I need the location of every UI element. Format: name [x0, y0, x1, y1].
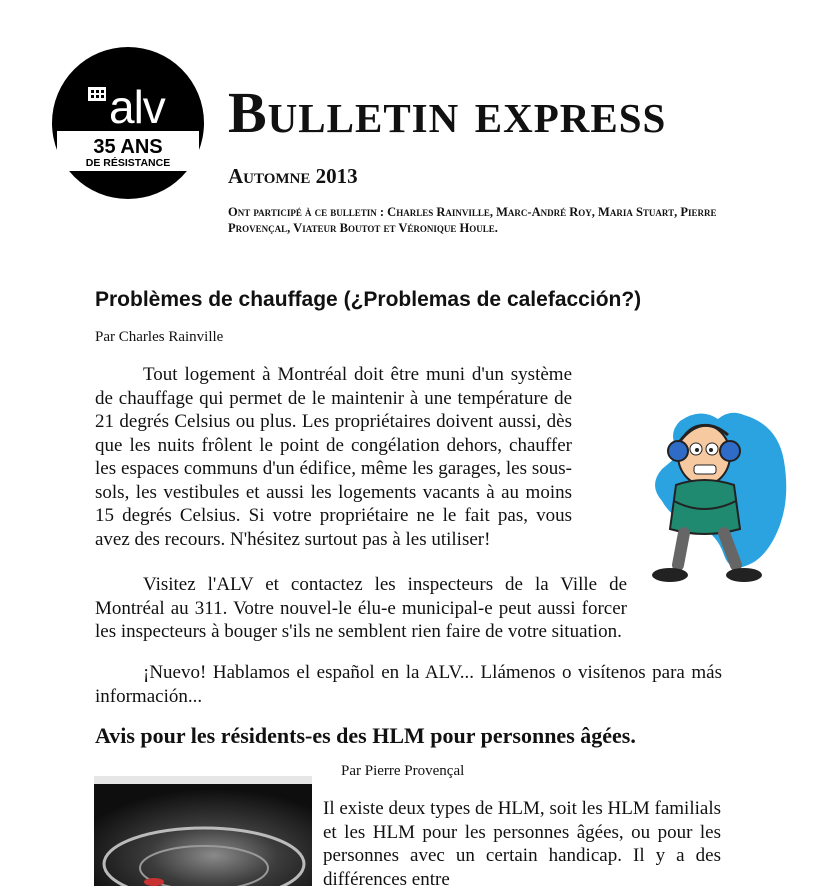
alv-logo	[52, 47, 204, 199]
season-label: Automne 2013	[228, 164, 358, 188]
logo-line1: 35 ANS	[93, 136, 163, 158]
article-heading-heating: Problèmes de chauffage (¿Problemas de calefacción?)	[95, 288, 642, 311]
appliance-photo	[94, 776, 312, 886]
article-byline: Par Pierre Provençal	[341, 763, 465, 779]
article-paragraph: ¡Nuevo! Hablamos el español en la ALV... Llámenos o visítenos para más información...	[95, 662, 722, 707]
bulletin-title: Bulletin express	[228, 80, 667, 145]
article-byline: Par Charles Rainville	[95, 329, 224, 345]
article-heading-hlm: Avis pour les résidents-es des HLM pour personnes âgées.	[95, 723, 636, 748]
contributors-line: Ont participé à ce bulletin : Charles Rainville, Marc-André Roy, Maria Stuart, Pierre Provençal, Viateur Boutot et Véronique Houle.	[228, 205, 717, 235]
article-paragraph: Tout logement à Montréal doit être muni d'un système de chauffage qui permet de le maintenir à une température de 21 degrés Celsius ou plus. Les propriétaires doivent aussi, dès que les nuits frôlent le point de congélation dehors, chauffer les espaces communs d'un édifice, même les garages, les sous-sols, les vestibules et aussi les logements vacants à au moins 15 degrés Celsius. Si votre propriétaire ne le fait pas, vous avez des recours. N'hésitez surtout pas à les utiliser!	[95, 364, 572, 550]
article-paragraph: Visitez l'ALV et contactez les inspecteurs de la Ville de Montréal au 311. Votre nouvel-le élu-e municipal-e peut aussi forcer les inspecteurs à bouger s'ils ne semblent rien faire de votre situation.	[95, 574, 627, 642]
building-icon	[88, 87, 106, 101]
cold-man-cartoon	[640, 405, 788, 595]
logo-line2: DE RÉSISTANCE	[85, 157, 171, 169]
logo-mark: alv	[109, 81, 165, 133]
article-paragraph: Il existe deux types de HLM, soit les HLM familials et les HLM pour les personnes âgées, ou pour les personnes avec un certain handicap. Il y a des différences entre	[323, 798, 721, 890]
